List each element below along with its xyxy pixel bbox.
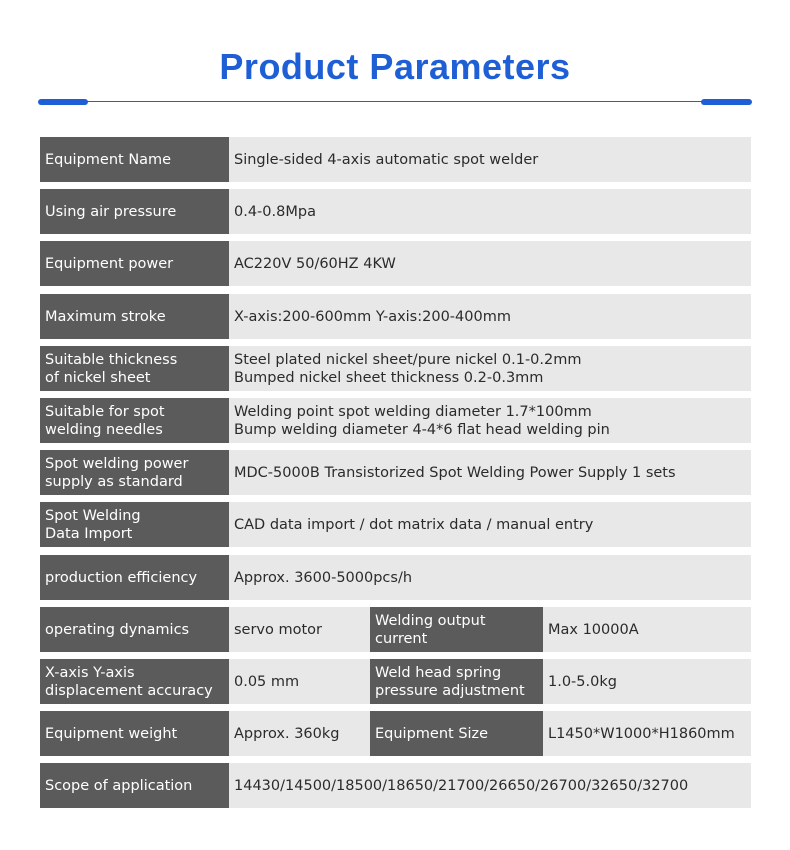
param-label-text: Suitable for spot bbox=[45, 403, 165, 420]
table-row bbox=[40, 502, 751, 547]
param-label bbox=[40, 555, 229, 600]
param-label-text: welding needles bbox=[45, 421, 163, 438]
param-label-text: pressure adjustment bbox=[375, 682, 525, 699]
param-value bbox=[543, 607, 751, 652]
param-label-text: Spot Welding bbox=[45, 507, 141, 524]
param-label-text: Maximum stroke bbox=[45, 308, 166, 325]
param-value bbox=[543, 711, 751, 756]
param-value bbox=[229, 555, 751, 600]
param-value bbox=[543, 659, 751, 704]
param-value-text: servo motor bbox=[234, 621, 323, 638]
param-label-text: X-axis Y-axis bbox=[45, 664, 135, 681]
param-value bbox=[229, 398, 751, 443]
param-value-text: Steel plated nickel sheet/pure nickel 0.1-0.2mm bbox=[234, 351, 582, 368]
table-row bbox=[40, 346, 751, 391]
param-label-text: Data Import bbox=[45, 525, 133, 542]
param-label-text: displacement accuracy bbox=[45, 682, 213, 699]
table-row bbox=[40, 450, 751, 495]
param-label-text: Scope of application bbox=[45, 777, 193, 794]
param-value bbox=[229, 294, 751, 339]
param-label-text: Suitable thickness bbox=[45, 351, 178, 368]
table-row bbox=[40, 659, 751, 704]
param-value-text: CAD data import / dot matrix data / manual entry bbox=[234, 516, 594, 533]
table-row bbox=[40, 398, 751, 443]
param-label-text: operating dynamics bbox=[45, 621, 190, 638]
param-value-text: X-axis:200-600mm Y-axis:200-400mm bbox=[234, 308, 511, 325]
param-label-text: Welding output bbox=[375, 612, 486, 629]
param-label-text: supply as standard bbox=[45, 473, 183, 490]
table-row bbox=[40, 711, 751, 756]
param-value bbox=[229, 763, 751, 808]
param-value-text: Max 10000A bbox=[548, 621, 639, 638]
param-label bbox=[40, 137, 229, 182]
param-value-text: Single-sided 4-axis automatic spot welder bbox=[234, 151, 539, 168]
param-value-text: Welding point spot welding diameter 1.7*100mm bbox=[234, 403, 592, 420]
page-title: Product Parameters bbox=[219, 46, 571, 87]
param-label bbox=[40, 607, 229, 652]
param-value bbox=[229, 450, 751, 495]
param-label-text: Equipment power bbox=[45, 255, 174, 272]
param-value-text: Approx. 360kg bbox=[234, 725, 340, 742]
table-row bbox=[40, 189, 751, 234]
param-value-text: MDC-5000B Transistorized Spot Welding Power Supply 1 sets bbox=[234, 464, 676, 481]
param-label bbox=[40, 189, 229, 234]
param-label bbox=[370, 659, 543, 704]
param-label bbox=[40, 241, 229, 286]
param-value bbox=[229, 346, 751, 391]
param-label bbox=[40, 346, 229, 391]
param-label-text: production efficiency bbox=[45, 569, 198, 586]
param-value-text: L1450*W1000*H1860mm bbox=[548, 725, 735, 742]
param-value-text: Bumped nickel sheet thickness 0.2-0.3mm bbox=[234, 369, 544, 386]
param-value bbox=[229, 502, 751, 547]
param-value bbox=[229, 711, 369, 756]
param-label bbox=[370, 607, 543, 652]
param-label-text: Weld head spring bbox=[375, 664, 502, 681]
param-value-text: 1.0-5.0kg bbox=[548, 673, 617, 690]
param-value-text: 0.4-0.8Mpa bbox=[234, 203, 316, 220]
param-value-text: 14430/14500/18500/18650/21700/26650/26700/32650/32700 bbox=[234, 777, 689, 794]
param-label-text: current bbox=[375, 630, 428, 647]
param-label bbox=[40, 502, 229, 547]
param-label-text: Using air pressure bbox=[45, 203, 177, 220]
param-label bbox=[40, 294, 229, 339]
table-row bbox=[40, 294, 751, 339]
param-value-text: 0.05 mm bbox=[234, 673, 300, 690]
param-value bbox=[229, 607, 369, 652]
param-value bbox=[229, 659, 369, 704]
title-underline bbox=[40, 101, 750, 102]
table-row bbox=[40, 241, 751, 286]
param-label-text: Equipment weight bbox=[45, 725, 178, 742]
table-row bbox=[40, 607, 751, 652]
param-value-text: Bump welding diameter 4-4*6 flat head welding pin bbox=[234, 421, 610, 438]
table-row bbox=[40, 555, 751, 600]
param-label bbox=[40, 450, 229, 495]
table-row bbox=[40, 763, 751, 808]
param-value bbox=[229, 241, 751, 286]
param-value bbox=[229, 137, 751, 182]
underline-left-cap bbox=[38, 99, 88, 105]
param-value bbox=[229, 189, 751, 234]
underline-right-cap bbox=[701, 99, 752, 105]
param-value-text: Approx. 3600-5000pcs/h bbox=[234, 569, 413, 586]
param-label bbox=[370, 711, 543, 756]
table-row bbox=[40, 137, 751, 182]
param-label bbox=[40, 711, 229, 756]
param-label-text: Spot welding power bbox=[45, 455, 189, 472]
param-label bbox=[40, 398, 229, 443]
param-label bbox=[40, 659, 229, 704]
param-value-text: AC220V 50/60HZ 4KW bbox=[234, 255, 396, 272]
param-label bbox=[40, 763, 229, 808]
param-label-text: Equipment Size bbox=[375, 725, 489, 742]
param-label-text: of nickel sheet bbox=[45, 369, 151, 386]
param-label-text: Equipment Name bbox=[45, 151, 172, 168]
